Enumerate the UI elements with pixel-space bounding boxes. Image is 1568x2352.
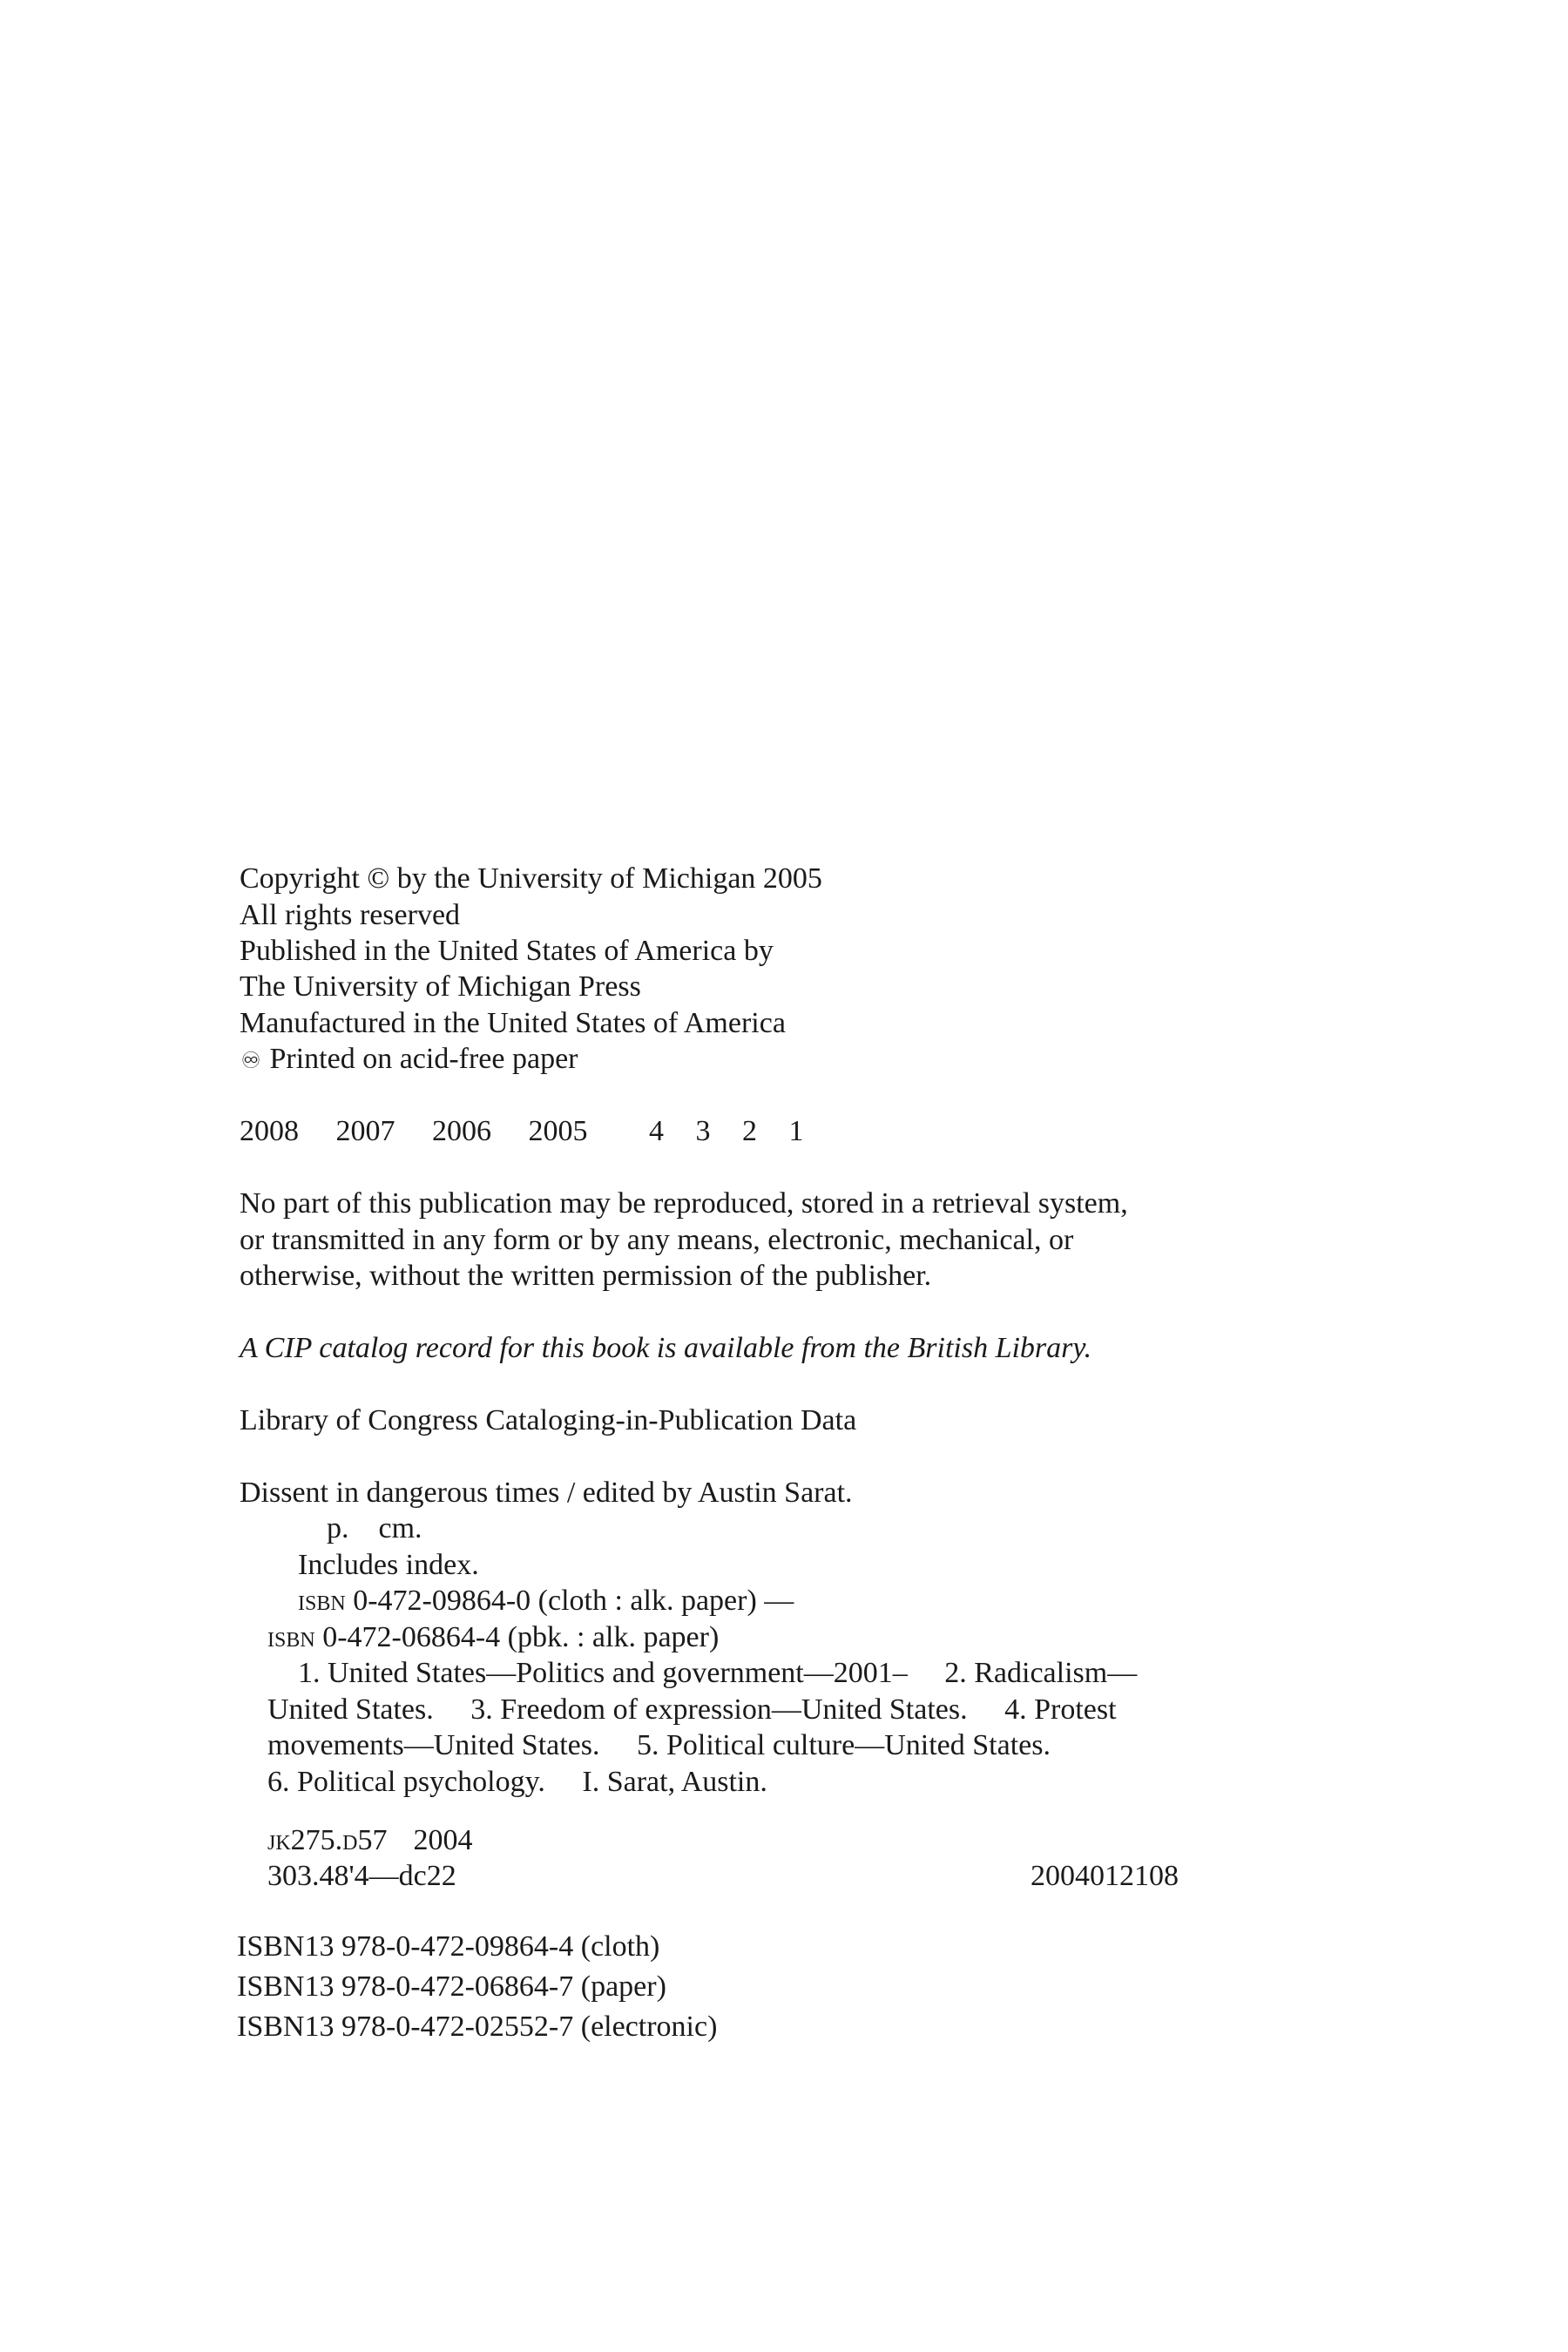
catalog-subjects: 6. Political psychology. I. Sarat, Austin.: [267, 1766, 767, 1798]
isbn13-line: ISBN13 978-0-472-06864-7 (paper): [237, 1970, 666, 2003]
printing-year: 2007: [335, 1115, 395, 1147]
dewey-number: 303.48'4—dc22: [267, 1860, 456, 1892]
isbn-label: isbn: [298, 1585, 346, 1617]
lc-class-year: 2004: [413, 1824, 473, 1856]
acid-free-text: Printed on acid-free paper: [269, 1043, 578, 1075]
acid-free-paper-icon: ♾: [240, 1048, 261, 1073]
catalog-subjects: United States. 3. Freedom of expression—United States. 4. Protest: [267, 1693, 1117, 1726]
printing-number: 3: [695, 1115, 711, 1147]
publisher-line: Published in the United States of America by: [240, 935, 774, 967]
rights-paragraph-line: or transmitted in any form or by any means, electronic, mechanical, or: [240, 1224, 1074, 1256]
printing-number: 2: [742, 1115, 757, 1147]
lc-cip-heading: Library of Congress Cataloging-in-Publication Data: [240, 1404, 857, 1436]
lc-classification: [267, 1822, 473, 1859]
printing-year: 2006: [432, 1115, 491, 1147]
printing-line: [240, 1113, 804, 1150]
british-library-cip: A CIP catalog record for this book is available from the British Library.: [240, 1332, 1092, 1364]
isbn-value: 0-472-09864-0 (cloth : alk. paper) —: [345, 1585, 794, 1617]
printing-number: 4: [649, 1115, 664, 1147]
catalog-subjects: movements—United States. 5. Political culture—United States.: [267, 1729, 1051, 1761]
isbn-value: 0-472-06864-4 (pbk. : alk. paper): [314, 1621, 720, 1653]
catalog-isbn-pbk: [267, 1619, 719, 1656]
manufactured-line: Manufactured in the United States of America: [240, 1007, 786, 1039]
catalog-title: Dissent in dangerous times / edited by Austin Sarat.: [240, 1477, 853, 1509]
catalog-subjects: 1. United States—Politics and government—2001– 2. Radicalism—: [298, 1657, 1138, 1689]
acid-free-line: [240, 1041, 578, 1079]
printing-year: 2005: [528, 1115, 588, 1147]
isbn-label: isbn: [267, 1621, 315, 1653]
rights-reserved-line: All rights reserved: [240, 899, 461, 931]
copyright-line: Copyright © by the University of Michigan 2005: [240, 862, 822, 895]
printing-number: 1: [788, 1115, 804, 1147]
isbn13-line: ISBN13 978-0-472-02552-7 (electronic): [237, 2011, 718, 2043]
lccn-number: 2004012108: [1031, 1860, 1179, 1892]
catalog-isbn-cloth: [298, 1583, 794, 1619]
catalog-pages: p. cm.: [327, 1512, 422, 1544]
isbn13-line: ISBN13 978-0-472-09864-4 (cloth): [237, 1930, 660, 1963]
press-name-line: The University of Michigan Press: [240, 970, 641, 1003]
rights-paragraph-line: otherwise, without the written permission of the publisher.: [240, 1260, 932, 1292]
lc-class-number: jk275.d57: [267, 1824, 388, 1856]
printing-year: 2008: [240, 1115, 299, 1147]
catalog-index-note: Includes index.: [298, 1549, 479, 1581]
rights-paragraph-line: No part of this publication may be reproduced, stored in a retrieval system,: [240, 1187, 1128, 1220]
